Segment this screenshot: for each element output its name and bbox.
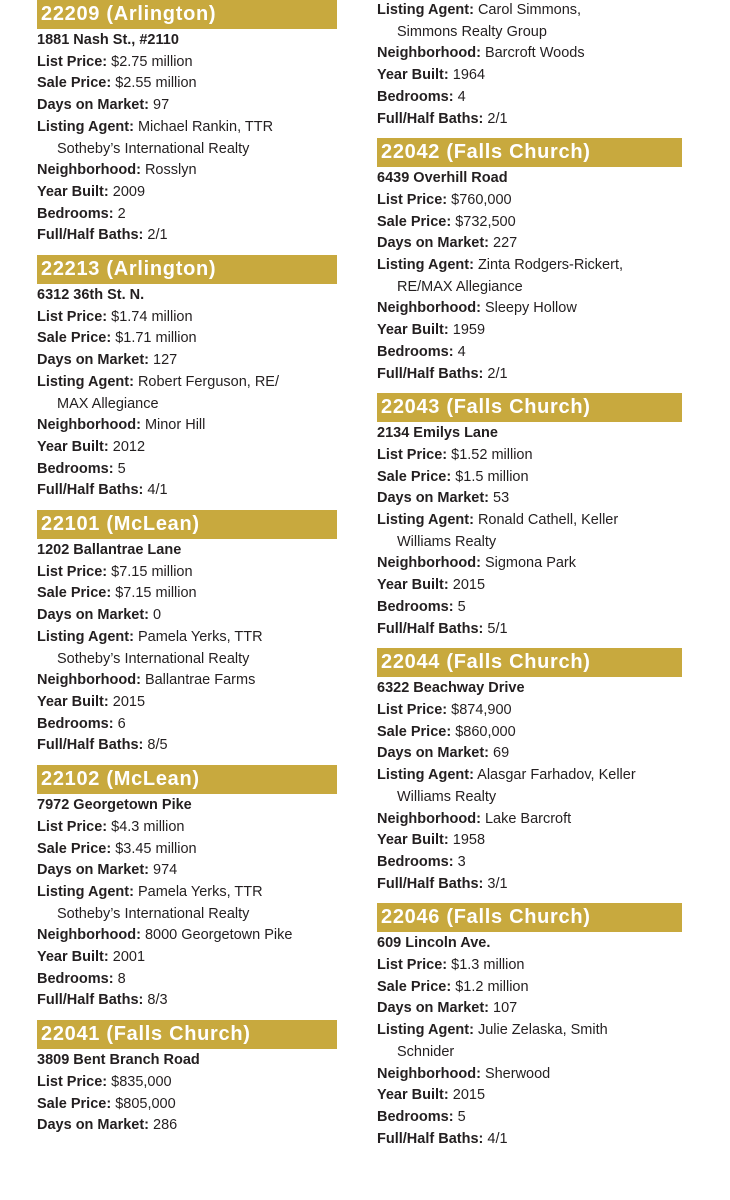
listing-address: 6312 36th St. N.: [37, 287, 145, 304]
neighborhood-value: Barcroft Woods: [484, 45, 585, 62]
days-on-market: [377, 488, 682, 510]
neighborhood: [377, 1064, 682, 1086]
listing-agent-value-cont: Sotheby’s International Realty: [57, 140, 250, 157]
bedrooms: [37, 204, 337, 226]
baths: [37, 735, 337, 757]
listing-22042: [377, 138, 682, 385]
bedrooms: [37, 459, 337, 481]
bedrooms-label: Bedrooms:: [377, 853, 454, 870]
neighborhood: [377, 43, 682, 65]
list-price-label: List Price:: [377, 446, 448, 463]
list-price-value: $4.3 million: [111, 818, 185, 835]
days-on-market-label: Days on Market:: [37, 862, 150, 879]
list-price-value: $760,000: [451, 191, 512, 208]
bedrooms: [377, 852, 682, 874]
list-price-label: List Price:: [377, 701, 448, 718]
days-on-market-value: 107: [493, 1000, 518, 1017]
listing-agent: [377, 0, 682, 43]
year-built: [377, 575, 682, 597]
listing-agent: [37, 372, 337, 415]
days-on-market-label: Days on Market:: [377, 235, 490, 252]
list-price-value: $874,900: [451, 701, 512, 718]
listing-agent-value-cont: MAX Allegiance: [57, 395, 159, 412]
baths-label: Full/Half Baths:: [377, 110, 484, 127]
bedrooms-label: Bedrooms:: [377, 88, 454, 105]
bedrooms-value: 8: [117, 970, 126, 987]
neighborhood: [37, 670, 337, 692]
list-price-value: $835,000: [111, 1073, 172, 1090]
year-built: [377, 320, 682, 342]
listing-address: 1202 Ballantrae Lane: [37, 542, 182, 559]
list-price: [37, 52, 337, 74]
zip-heading: 22101 (McLean): [37, 510, 337, 539]
sale-price-value: $1.5 million: [455, 468, 529, 485]
days-on-market-value: 69: [493, 745, 510, 762]
neighborhood-value: Minor Hill: [144, 417, 206, 434]
sale-price: [37, 1094, 337, 1116]
list-price-label: List Price:: [377, 957, 448, 974]
baths-value: 4/1: [147, 482, 168, 499]
baths-value: 4/1: [487, 1130, 508, 1147]
neighborhood-label: Neighborhood:: [377, 1065, 481, 1082]
listing-agent-label: Listing Agent:: [377, 512, 474, 529]
neighborhood-label: Neighborhood:: [377, 555, 481, 572]
baths-label: Full/Half Baths:: [37, 992, 144, 1009]
zip-heading: 22213 (Arlington): [37, 255, 337, 284]
listing-agent-value: Pamela Yerks, TTR: [137, 628, 263, 645]
year-built-label: Year Built:: [37, 183, 109, 200]
neighborhood: [377, 553, 682, 575]
list-price: [377, 955, 682, 977]
days-on-market-label: Days on Market:: [377, 490, 490, 507]
days-on-market-label: Days on Market:: [37, 1117, 150, 1134]
baths: [37, 990, 337, 1012]
bedrooms-label: Bedrooms:: [377, 1108, 454, 1125]
baths-value: 2/1: [147, 227, 168, 244]
year-built: [37, 182, 337, 204]
year-built-value: 2012: [112, 438, 146, 455]
sale-price-value: $2.55 million: [115, 75, 197, 92]
year-built-label: Year Built:: [377, 1087, 449, 1104]
baths-label: Full/Half Baths:: [377, 620, 484, 637]
listing-agent-value-cont: Williams Realty: [397, 788, 497, 805]
days-on-market-value: 127: [153, 352, 178, 369]
baths-label: Full/Half Baths:: [377, 365, 484, 382]
listing-22213: [37, 255, 337, 502]
sale-price: [377, 212, 682, 234]
bedrooms: [377, 597, 682, 619]
year-built-label: Year Built:: [377, 322, 449, 339]
year-built-value: 2001: [112, 949, 146, 966]
listing-22041-continued: [377, 0, 682, 130]
left-column: [37, 0, 337, 1137]
listing-agent-value-cont: Sotheby’s International Realty: [57, 650, 250, 667]
sale-price-value: $1.2 million: [455, 978, 529, 995]
sale-price-value: $805,000: [115, 1095, 176, 1112]
year-built: [37, 947, 337, 969]
zip-heading: 22041 (Falls Church): [37, 1020, 337, 1049]
listing-agent: [377, 765, 682, 808]
listing-agent-label: Listing Agent:: [377, 257, 474, 274]
sale-price-value: $7.15 million: [115, 585, 197, 602]
sale-price-label: Sale Price:: [377, 468, 452, 485]
listing-22101: [37, 510, 337, 757]
bedrooms: [37, 714, 337, 736]
zip-heading: 22046 (Falls Church): [377, 903, 682, 932]
sale-price-label: Sale Price:: [37, 585, 112, 602]
days-on-market-value: 53: [493, 490, 510, 507]
listing-agent: [37, 882, 337, 925]
right-column: [377, 0, 682, 1150]
listing-22102: [37, 765, 337, 1012]
list-price-value: $1.74 million: [111, 308, 193, 325]
year-built-label: Year Built:: [37, 438, 109, 455]
days-on-market-label: Days on Market:: [377, 1000, 490, 1017]
baths-value: 3/1: [487, 875, 508, 892]
listing-22046: [377, 903, 682, 1150]
listing-address: 6439 Overhill Road: [377, 170, 508, 187]
list-price-label: List Price:: [37, 563, 108, 580]
sale-price-value: $1.71 million: [115, 330, 197, 347]
sale-price-value: $732,500: [455, 213, 516, 230]
days-on-market-label: Days on Market:: [37, 607, 150, 624]
listing-agent: [377, 1020, 682, 1063]
sale-price-value: $3.45 million: [115, 840, 197, 857]
list-price: [37, 817, 337, 839]
days-on-market-value: 227: [493, 235, 518, 252]
year-built-label: Year Built:: [377, 577, 449, 594]
listing-agent: [37, 117, 337, 160]
days-on-market-value: 97: [153, 97, 170, 114]
bedrooms-value: 5: [457, 598, 466, 615]
listing-22041: [37, 1020, 337, 1137]
baths-label: Full/Half Baths:: [377, 875, 484, 892]
neighborhood: [37, 160, 337, 182]
baths-label: Full/Half Baths:: [37, 482, 144, 499]
listing-22209: [37, 0, 337, 247]
sale-price-label: Sale Price:: [37, 1095, 112, 1112]
days-on-market: [377, 233, 682, 255]
year-built: [37, 692, 337, 714]
listing-agent-value: Michael Rankin, TTR: [137, 118, 274, 135]
bedrooms-value: 5: [457, 1108, 466, 1125]
neighborhood-label: Neighborhood:: [377, 45, 481, 62]
neighborhood-value: 8000 Georgetown Pike: [144, 927, 293, 944]
neighborhood-label: Neighborhood:: [377, 810, 481, 827]
year-built-value: 2015: [452, 1087, 486, 1104]
sale-price-label: Sale Price:: [37, 330, 112, 347]
year-built-value: 2009: [112, 183, 146, 200]
listing-22044: [377, 648, 682, 895]
listing-agent-value-cont: Simmons Realty Group: [397, 23, 547, 40]
zip-heading: 22042 (Falls Church): [377, 138, 682, 167]
listing-agent-label: Listing Agent:: [37, 883, 134, 900]
neighborhood: [37, 925, 337, 947]
days-on-market: [377, 743, 682, 765]
days-on-market: [377, 998, 682, 1020]
neighborhood-value: Lake Barcroft: [484, 810, 572, 827]
neighborhood-label: Neighborhood:: [37, 672, 141, 689]
listing-address: 609 Lincoln Ave.: [377, 935, 491, 952]
baths-label: Full/Half Baths:: [377, 1130, 484, 1147]
neighborhood-value: Ballantrae Farms: [144, 672, 256, 689]
listing-agent-value-cont: RE/MAX Allegiance: [397, 278, 523, 295]
neighborhood-label: Neighborhood:: [37, 162, 141, 179]
year-built-value: 2015: [112, 693, 146, 710]
list-price: [37, 1072, 337, 1094]
year-built-value: 1964: [452, 67, 486, 84]
listing-address: 7972 Georgetown Pike: [37, 797, 192, 814]
listing-agent-label: Listing Agent:: [37, 628, 134, 645]
baths-value: 8/5: [147, 737, 168, 754]
listing-agent-label: Listing Agent:: [377, 1022, 474, 1039]
listing-agent-value-cont: Sotheby’s International Realty: [57, 905, 250, 922]
list-price: [37, 562, 337, 584]
listing-agent-value: Zinta Rodgers-Rickert,: [477, 257, 623, 274]
baths-label: Full/Half Baths:: [37, 227, 144, 244]
listing-address: 3809 Bent Branch Road: [37, 1052, 200, 1069]
sale-price-value: $860,000: [455, 723, 516, 740]
sale-price: [37, 839, 337, 861]
listing-agent: [377, 510, 682, 553]
bedrooms-value: 5: [117, 460, 126, 477]
bedrooms-label: Bedrooms:: [37, 205, 114, 222]
sale-price-label: Sale Price:: [377, 723, 452, 740]
neighborhood-value: Sherwood: [484, 1065, 551, 1082]
baths: [377, 619, 682, 641]
year-built: [377, 1085, 682, 1107]
bedrooms: [377, 87, 682, 109]
listing-agent-label: Listing Agent:: [377, 767, 474, 784]
days-on-market: [37, 1115, 337, 1137]
zip-heading: 22044 (Falls Church): [377, 648, 682, 677]
bedrooms-label: Bedrooms:: [37, 970, 114, 987]
listing-agent-label: Listing Agent:: [377, 2, 474, 18]
listing-agent: [37, 627, 337, 670]
zip-heading: 22209 (Arlington): [37, 0, 337, 29]
baths: [37, 225, 337, 247]
listing-address: 6322 Beachway Drive: [377, 680, 525, 697]
baths-value: 5/1: [487, 620, 508, 637]
list-price-value: $7.15 million: [111, 563, 193, 580]
bedrooms-label: Bedrooms:: [377, 598, 454, 615]
baths-value: 8/3: [147, 992, 168, 1009]
year-built: [37, 437, 337, 459]
days-on-market-value: 0: [153, 607, 162, 624]
year-built-label: Year Built:: [37, 693, 109, 710]
baths-value: 2/1: [487, 365, 508, 382]
list-price-label: List Price:: [37, 1073, 108, 1090]
sale-price: [377, 722, 682, 744]
list-price: [377, 190, 682, 212]
listing-agent-value: Julie Zelaska, Smith: [477, 1022, 608, 1039]
list-price-value: $1.3 million: [451, 957, 525, 974]
list-price-value: $1.52 million: [451, 446, 533, 463]
list-price-value: $2.75 million: [111, 53, 193, 70]
listing-agent-label: Listing Agent:: [37, 373, 134, 390]
neighborhood: [377, 809, 682, 831]
bedrooms-label: Bedrooms:: [37, 715, 114, 732]
neighborhood-value: Sleepy Hollow: [484, 300, 577, 317]
year-built-label: Year Built:: [377, 67, 449, 84]
bedrooms: [377, 342, 682, 364]
listing-agent-value-cont: Williams Realty: [397, 533, 497, 550]
list-price: [377, 445, 682, 467]
list-price-label: List Price:: [377, 191, 448, 208]
year-built: [377, 65, 682, 87]
list-price-label: List Price:: [37, 308, 108, 325]
days-on-market-label: Days on Market:: [377, 745, 490, 762]
baths: [377, 364, 682, 386]
days-on-market-value: 974: [153, 862, 178, 879]
bedrooms-value: 2: [117, 205, 126, 222]
days-on-market-label: Days on Market:: [37, 352, 150, 369]
listing-agent-value-cont: Schnider: [397, 1043, 455, 1060]
zip-heading: 22043 (Falls Church): [377, 393, 682, 422]
listing-agent-value: Alasgar Farhadov, Keller: [477, 767, 636, 784]
sale-price-label: Sale Price:: [377, 213, 452, 230]
baths: [377, 1129, 682, 1151]
baths-value: 2/1: [487, 110, 508, 127]
neighborhood-value: Rosslyn: [144, 162, 197, 179]
bedrooms: [377, 1107, 682, 1129]
sale-price-label: Sale Price:: [377, 978, 452, 995]
listing-agent-label: Listing Agent:: [37, 118, 134, 135]
listing-address: 2134 Emilys Lane: [377, 425, 498, 442]
zip-heading: 22102 (McLean): [37, 765, 337, 794]
sale-price-label: Sale Price:: [37, 75, 112, 92]
listing-agent-value: Ronald Cathell, Keller: [477, 512, 619, 529]
sale-price: [37, 328, 337, 350]
baths: [377, 109, 682, 131]
year-built-value: 1959: [452, 322, 486, 339]
baths: [377, 874, 682, 896]
baths-label: Full/Half Baths:: [37, 737, 144, 754]
year-built-value: 2015: [452, 577, 486, 594]
bedrooms: [37, 969, 337, 991]
list-price-label: List Price:: [37, 818, 108, 835]
listing-agent-value: Robert Ferguson, RE/: [137, 373, 279, 390]
list-price: [37, 307, 337, 329]
bedrooms-label: Bedrooms:: [37, 460, 114, 477]
listing-22043: [377, 393, 682, 640]
bedrooms-value: 4: [457, 88, 466, 105]
year-built-value: 1958: [452, 832, 486, 849]
neighborhood-label: Neighborhood:: [37, 417, 141, 434]
bedrooms-value: 6: [117, 715, 126, 732]
baths: [37, 480, 337, 502]
sale-price: [377, 977, 682, 999]
neighborhood-label: Neighborhood:: [37, 927, 141, 944]
days-on-market: [37, 860, 337, 882]
bedrooms-value: 3: [457, 853, 466, 870]
listing-address: 1881 Nash St., #2110: [37, 32, 179, 48]
list-price-label: List Price:: [37, 53, 108, 70]
days-on-market: [37, 605, 337, 627]
list-price: [377, 700, 682, 722]
year-built-label: Year Built:: [37, 949, 109, 966]
year-built-label: Year Built:: [377, 832, 449, 849]
neighborhood: [37, 415, 337, 437]
sale-price: [377, 467, 682, 489]
bedrooms-value: 4: [457, 343, 466, 360]
sale-price-label: Sale Price:: [37, 840, 112, 857]
listing-agent-value: Pamela Yerks, TTR: [137, 883, 263, 900]
listing-agent: [377, 255, 682, 298]
days-on-market: [37, 95, 337, 117]
bedrooms-label: Bedrooms:: [377, 343, 454, 360]
neighborhood-value: Sigmona Park: [484, 555, 577, 572]
listing-agent-value: Carol Simmons,: [477, 2, 582, 18]
sale-price: [37, 583, 337, 605]
year-built: [377, 830, 682, 852]
neighborhood-label: Neighborhood:: [377, 300, 481, 317]
days-on-market-value: 286: [153, 1117, 178, 1134]
neighborhood: [377, 298, 682, 320]
sale-price: [37, 73, 337, 95]
days-on-market-label: Days on Market:: [37, 97, 150, 114]
days-on-market: [37, 350, 337, 372]
